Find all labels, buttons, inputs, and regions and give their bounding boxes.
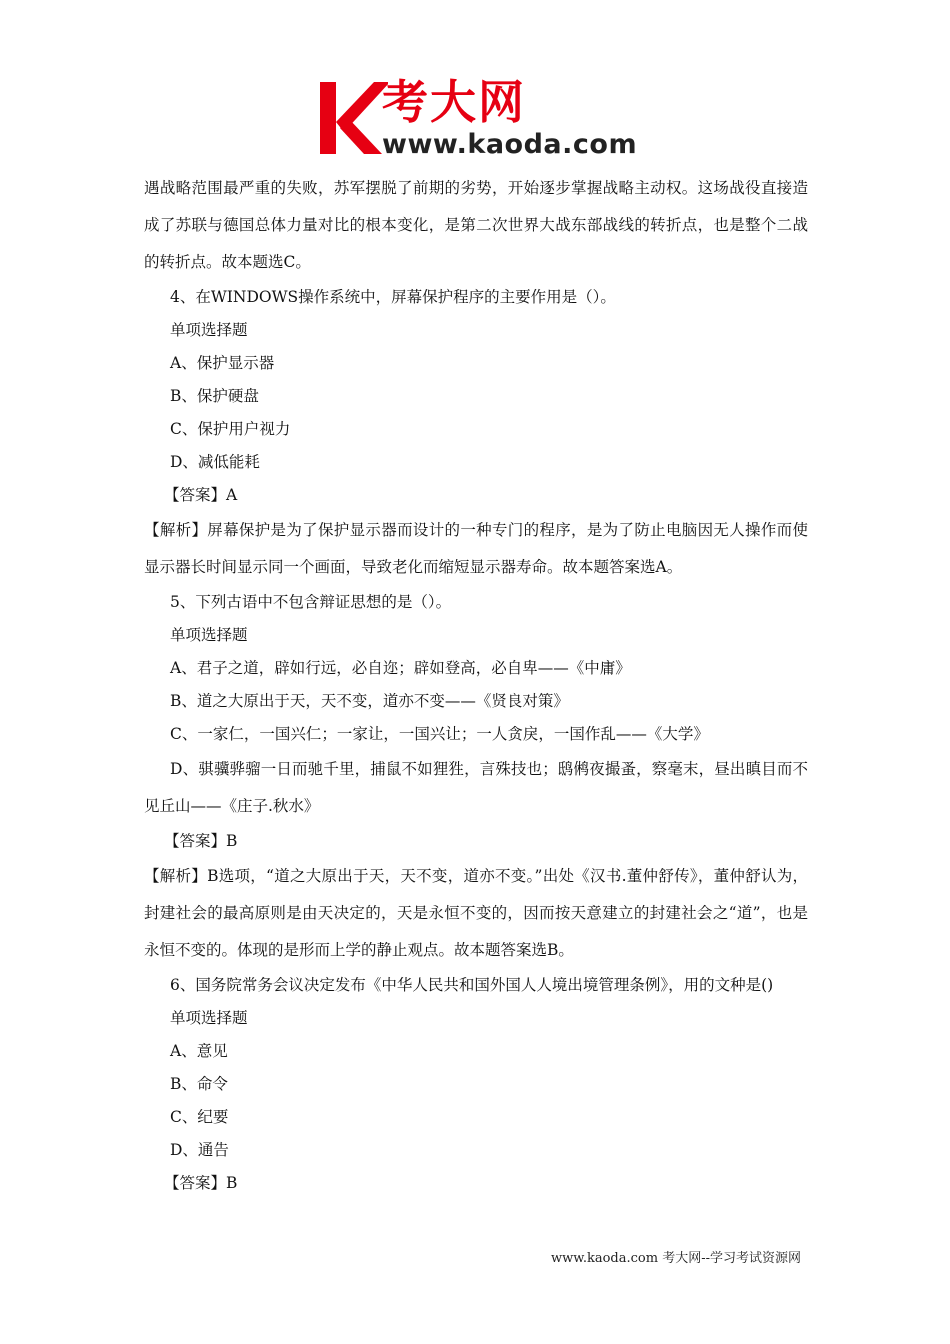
question-6-option-d: D、通告 [170,1141,229,1159]
question-5-answer: 【答案】B [164,832,238,850]
question-5-option-b: B、道之大原出于天，天不变，道亦不变——《贤良对策》 [170,692,569,710]
logo-url-text: www.kaoda.com [382,129,638,160]
question-4-option-a: A、保护显示器 [170,354,275,372]
question-5-option-d: D、骐骥骅骝一日而驰千里，捕鼠不如狸狌，言殊技也；鸱鸺夜撮蚤，察毫末，昼出瞋目而不见丘山——《庄子.秋水》 [144,760,808,815]
question-4-analysis: 【解析】屏幕保护是为了保护显示器而设计的一种专门的程序，是为了防止电脑因无人操作而使显示器长时间显示同一个画面，导致老化而缩短显示器寿命。故本题答案选A。 [144,521,808,576]
question-6-option-b: B、命令 [170,1075,228,1093]
document-body [144,170,808,1200]
question-6-answer: 【答案】B [164,1174,238,1192]
question-6-option-a: A、意见 [170,1042,228,1060]
kaoda-k-logo-icon [318,78,388,158]
question-6: 6、国务院常务会议决定发布《中华人民共和国外国人人境出境管理条例》，用的文种是() [170,976,774,994]
question-4-answer: 【答案】A [164,486,238,504]
paragraph-continued: 遇战略范围最严重的失败，苏军摆脱了前期的劣势，开始逐步掌握战略主动权。这场战役直接造成了苏联与德国总体力量对比的根本变化，是第二次世界大战东部战线的转折点，也是整个二战的转折点。故本题选C。 [144,179,808,271]
question-6-option-c: C、纪要 [170,1108,229,1126]
question-5-analysis: 【解析】B选项，“道之大原出于天，天不变，道亦不变。”出处《汉书.董仲舒传》，董仲舒认为，封建社会的最高原则是由天决定的，天是永恒不变的，因而按天意建立的封建社会之“道”，也是永恒不变的。体现的是形而上学的静止观点。故本题答案选B。 [144,867,808,959]
kaoda-logo [318,74,648,164]
question-5-type: 单项选择题 [170,626,248,644]
question-5-option-c: C、一家仁，一国兴仁；一家让，一国兴让；一人贪戾，一国作乱——《大学》 [170,725,709,743]
question-4-type: 单项选择题 [170,321,248,339]
question-5-option-a: A、君子之道，辟如行远，必自迩；辟如登高，必自卑——《中庸》 [170,659,631,677]
question-5: 5、下列古语中不包含辩证思想的是（）。 [170,593,452,611]
question-6-type: 单项选择题 [170,1009,248,1027]
logo-brand-text: 考大网 [382,75,526,129]
question-4: 4、在WINDOWS操作系统中，屏幕保护程序的主要作用是（）。 [170,288,616,306]
question-4-option-c: C、保护用户视力 [170,420,291,438]
question-4-option-b: B、保护硬盘 [170,387,259,405]
question-4-option-d: D、减低能耗 [170,453,260,471]
page-footer: www.kaoda.com 考大网--学习考试资源网 [551,1251,801,1266]
